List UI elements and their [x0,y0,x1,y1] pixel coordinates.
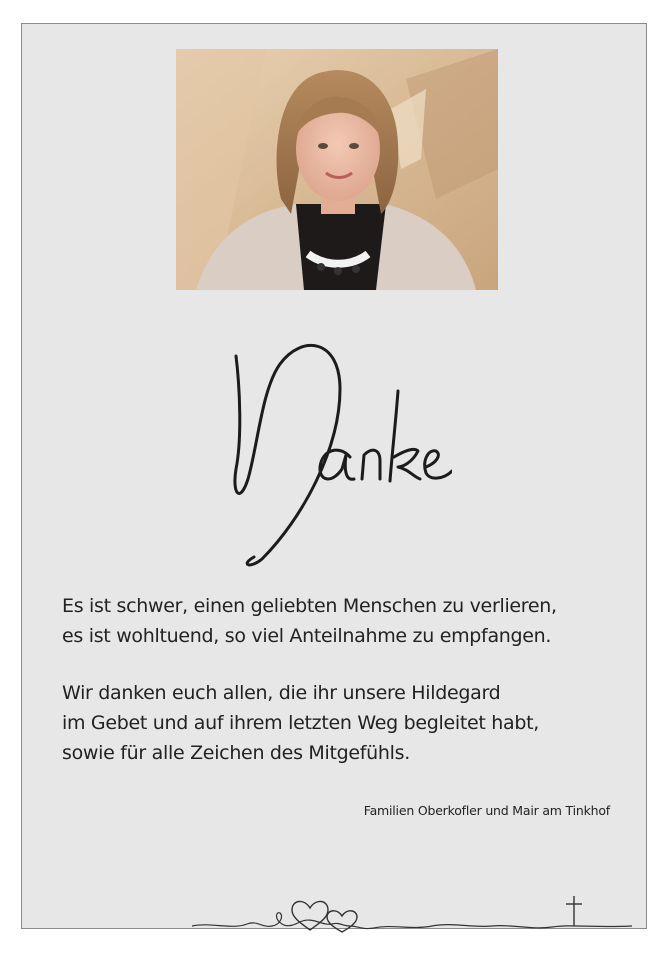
paragraph-loss [62,591,622,651]
paragraph-line: Wir danken euch allen, die ihr unsere Hildegard [62,682,501,704]
paragraph-line: es ist wohltuend, so viel Anteilnahme zu empfangen. [62,625,552,647]
decorative-footer-line [192,886,632,936]
danke-script-title [222,329,452,569]
paragraph-line: sowie für alle Zeichen des Mitgefühls. [62,742,410,764]
paragraph-line: im Gebet und auf ihrem letzten Weg begleitet habt, [62,712,540,734]
portrait-photo [176,49,498,290]
cross-icon [566,896,582,926]
hearts-icon [292,901,357,932]
family-signature: Familien Oberkofler und Mair am Tinkhof [363,803,610,818]
paragraph-line: Es ist schwer, einen geliebten Menschen zu verlieren, [62,595,557,617]
paragraph-thanks [62,678,622,768]
memorial-card [21,23,647,929]
